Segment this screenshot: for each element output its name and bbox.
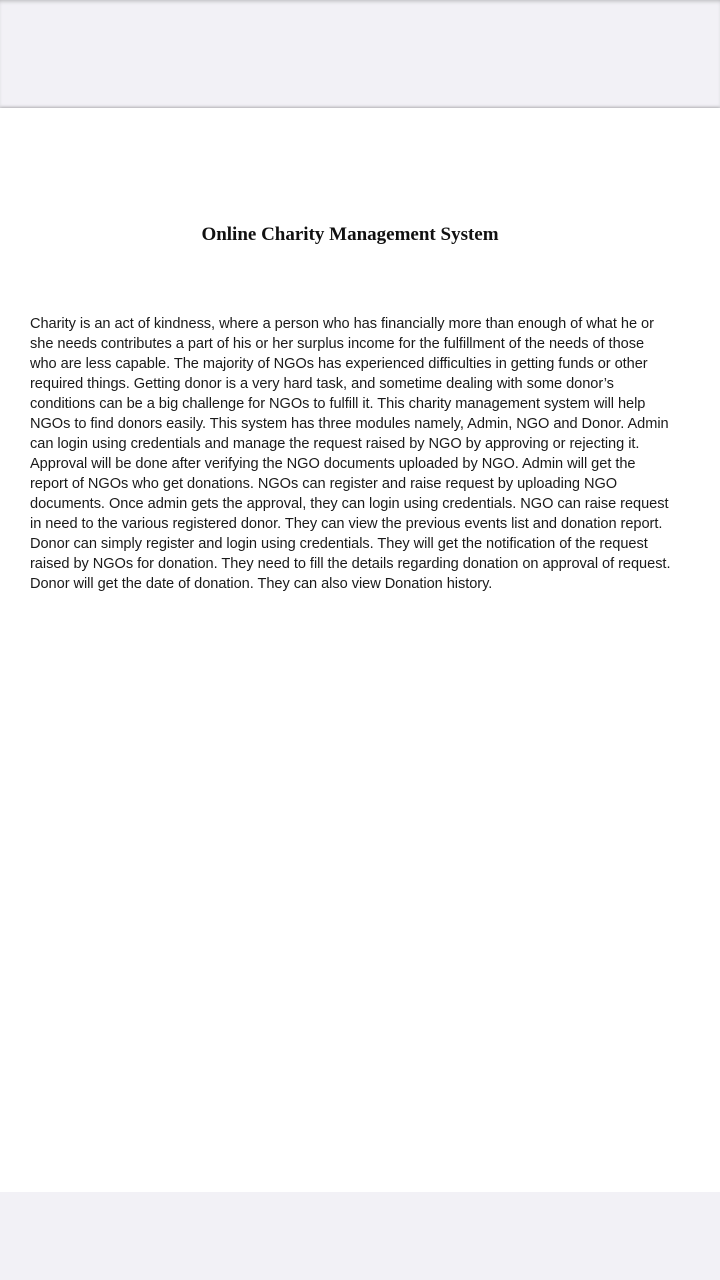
document-body-paragraph: Charity is an act of kindness, where a person who has financially more than enough of what he or she needs contributes a part of his or her surplus income for the fulfillment of the needs of those who are less capable. The majority of NGOs has experienced difficulties in getting funds or other required things. Getting donor is a very hard task, and sometime dealing with some donor’s conditions can be a big challenge for NGOs to fulfill it. This charity management system will help NGOs to find donors easily. This system has three modules namely, Admin, NGO and Donor. Admin can login using credentials and manage the request raised by NGO by approving or rejecting it. Approval will be done after verifying the NGO documents uploaded by NGO. Admin will get the report of NGOs who get donations. NGOs can register and raise request by uploading NGO documents. Once admin gets the approval, they can login using credentials. NGO can raise request in need to the various registered donor. They can view the previous events list and donation report. Donor can simply register and login using credentials. They will get the notification of the request raised by NGOs for donation. They need to fill the details regarding donation on approval of request. Donor will get the date of donation. They can also view Donation history. bbox=[30, 316, 671, 592]
document-title: Online Charity Management System bbox=[201, 224, 499, 245]
viewer-bottom-margin bbox=[0, 1192, 720, 1280]
document-page[interactable] bbox=[0, 108, 720, 1192]
viewer-top-margin bbox=[0, 0, 720, 108]
